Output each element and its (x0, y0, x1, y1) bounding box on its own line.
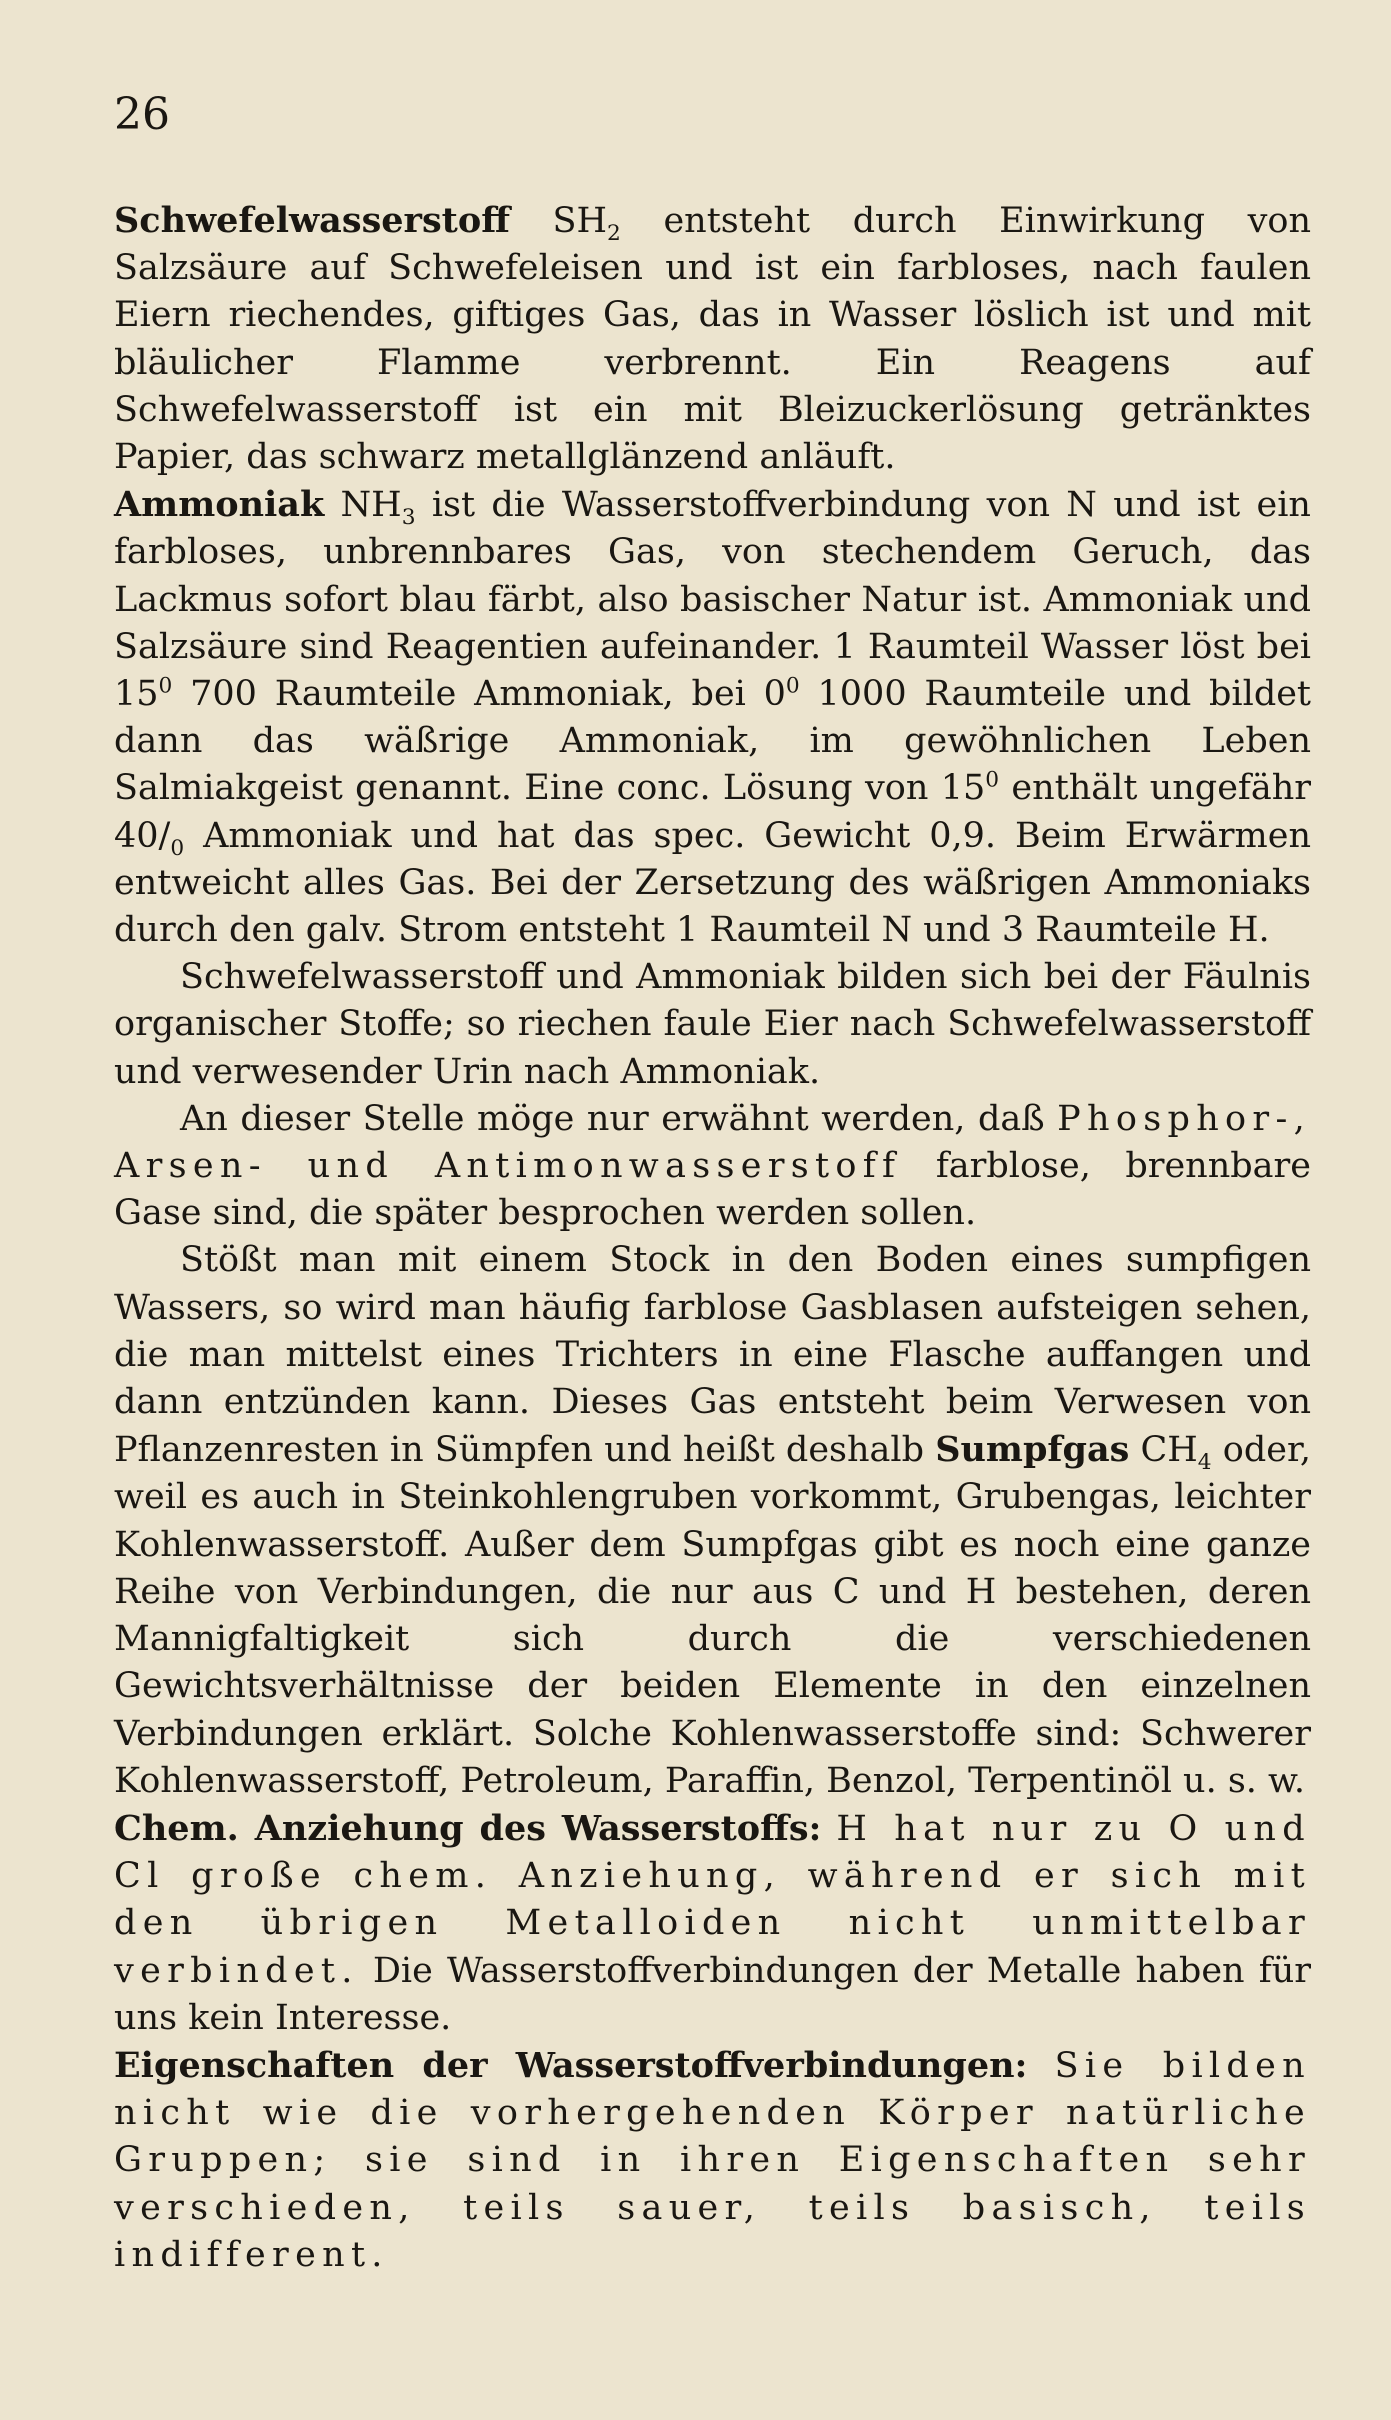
paragraph-text: entsteht durch Einwirkung von Salzsäure auf Schwefeleisen und ist ein farbloses, nach faulen Eiern riechendes, giftiges Gas, das in Wasser löslich ist und mit bläulicher Flamme verbrennt. Ein Reagens auf Schwefelwasserstoff ist ein mit Bleizuckerlösung getränktes Papier, das schwarz metallglänzend anläuft. (114, 201, 1311, 478)
paragraph-text: 1000 Raumteile und bildet dann das wäßrige Ammoniak, im gewöhnlichen Leben Salmiakgeist genannt. Eine conc. Lösung von 15 (114, 674, 1311, 809)
term-hydrogen-sulfide: Schwefelwasserstoff (114, 200, 510, 241)
degree-mark: 0 (158, 673, 173, 699)
term-chem-attraction: Chem. Anziehung des Wasserstoffs: (114, 1807, 822, 1849)
paragraph-text: enthält ungefähr 40 (114, 768, 1312, 856)
term-ammonia: Ammoniak (114, 484, 325, 526)
paragraph-hydrides (114, 1096, 1311, 1238)
page-number: 26 (114, 89, 170, 140)
paragraph-hydrogen-sulfide (114, 197, 1311, 481)
paragraph-text: Stößt man mit einem Stock in den Boden eines sumpfigen Wassers, so wird man häufig farblose Gasblasen aufsteigen sehen, die man mittelst eines Trichters in eine Flasche auffangen und dann entzünden kann. Dieses Gas entsteht beim Verwesen von Pflanzenresten in Sümpfen und heißt deshalb (114, 1240, 1311, 1471)
paragraph-text: Die Wasserstoffverbindungen der Metalle haben für uns kein Interesse. (114, 1950, 1311, 2038)
percent-sub: 0 (170, 835, 185, 861)
degree-mark: 0 (985, 767, 1000, 793)
paragraph-text: Ammoniak und hat das spec. Gewicht 0,9. Beim Erwärmen entweicht alles Gas. Bei der Zersetzung des wäßrigen Ammoniaks durch den galv. Strom entsteht 1 Raumteil N und 3 Raumteile H. (114, 815, 1311, 951)
paragraph-text: An dieser Stelle möge nur erwähnt werden, daß (180, 1098, 1045, 1139)
spaced-attraction-text: H hat nur zu O und Cl große chem. Anziehung, während er sich mit den übrigen Metalloiden nicht unmittelbar verbindet. (114, 1808, 1311, 1991)
formula-nh3: $NH_3$ (340, 485, 416, 531)
paragraph-text: Schwefelwasserstoff und Ammoniak bilden sich bei der Fäulnis organischer Stoffe; so riechen faule Eier nach Schwefelwasserstoff und verwesender Urin nach Ammoniak. (114, 957, 1311, 1092)
paragraph-text: ist die Wasserstoffverbindung von N und ist ein farbloses, unbrennbares Gas, von stechendem Geruch, das Lackmus sofort blau färbt, also basischer Natur ist. Ammoniak und Salzsäure sind Reagentien aufeinander. 1 Raumteil Wasser löst bei 15 (114, 485, 1311, 715)
spaced-properties-text: Sie bilden nicht wie die vorhergehenden Körper natürliche Gruppen; sie sind in ihren Eigenschaften sehr verschieden, teils sauer, teils basisch, teils indifferent. (114, 2045, 1311, 2275)
paragraph-marsh-gas (114, 1237, 1311, 1804)
term-properties: Eigenschaften der Wasserstoffverbindungen: (114, 2044, 1028, 2086)
paragraph-decay (114, 954, 1311, 1096)
paragraph-text: farblose, brennbare Gase sind, die später besprochen werden sollen. (114, 1146, 1311, 1234)
term-marsh-gas: Sumpfgas (935, 1429, 1130, 1471)
paragraph-text: 700 Raumteile Ammoniak, bei 0 (172, 674, 786, 715)
paragraph-text: oder, weil es auch in Steinkohlengruben vorkommt, Grubengas, leichter Kohlenwasserstoff. Außer dem Sumpfgas gibt es noch eine ganze Reihe von Verbindungen, die nur aus C und H bestehen, deren Mannigfaltigkeit sich durch die verschiedenen Gewichtsverhältnisse der beiden Elemente in den einzelnen Verbindungen erklärt. Solche Kohlenwasserstoffe sind: Schwerer Kohlenwasserstoff, Petroleum, Paraffin, Benzol, Terpentinöl u. s. w. (114, 1430, 1311, 1801)
percent-sign: / (158, 815, 171, 856)
paragraph-chem-attraction (114, 1805, 1311, 2042)
formula-sh2: $SH_2$ (552, 201, 621, 246)
paragraph-properties (114, 2042, 1311, 2279)
paragraph-ammonia (114, 481, 1311, 954)
degree-mark: 0 (785, 673, 800, 699)
formula-ch4: $CH_4$ (1140, 1430, 1212, 1476)
spaced-hydrides: Phosphor-, Arsen- und Antimonwasserstoff (114, 1098, 1311, 1187)
